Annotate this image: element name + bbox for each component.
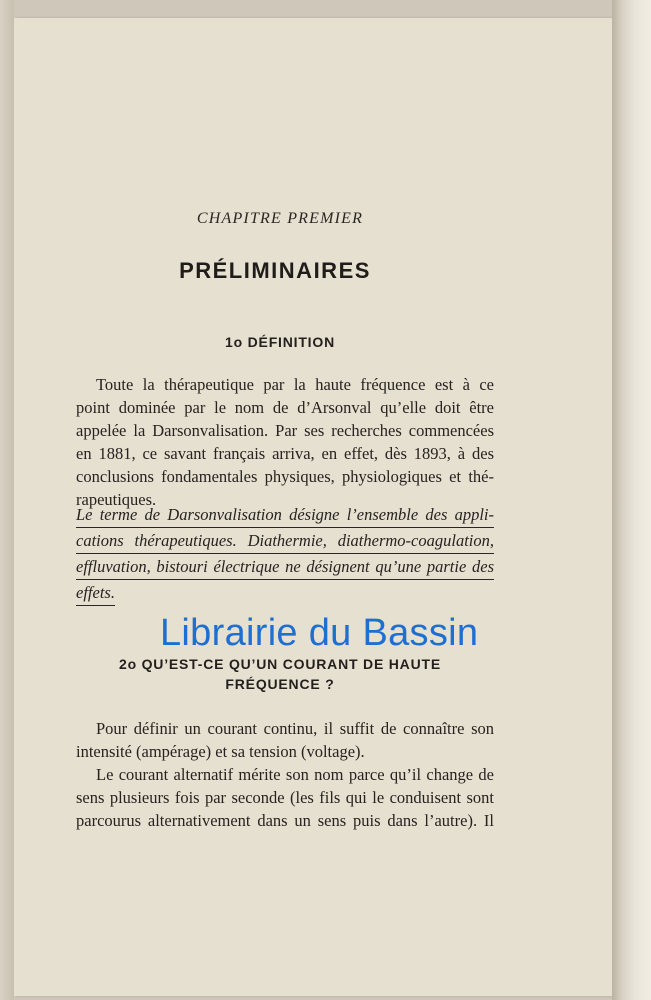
underlined-line: effets.	[76, 581, 115, 606]
text-line: appelée la Darsonvalisation. Par ses recherches commencées	[76, 421, 494, 440]
definition-paragraph	[76, 373, 494, 511]
book-gutter	[0, 0, 14, 1000]
underlined-line: effluvation, bistouri électrique ne désignent qu’une partie des	[76, 555, 494, 580]
chapter-title: PRÉLIMINAIRES	[179, 258, 371, 283]
text-line: sens plusieurs fois par seconde (les fils qui le conduisent sont	[76, 788, 494, 807]
text-line: Pour définir un courant continu, il suffit de connaître son	[96, 719, 494, 738]
text-line: rapeutiques.	[76, 490, 157, 509]
text-line: conclusions fondamentales physiques, physiologiques et thé-	[76, 467, 494, 486]
text-line: point dominée par le nom de d’Arsonval qu’elle doit être	[76, 398, 494, 417]
section-heading-courant	[100, 654, 460, 694]
text-line: intensité (ampérage) et sa tension (voltage).	[76, 742, 365, 761]
text-line: Toute la thérapeutique par la haute fréquence est à ce	[96, 375, 494, 394]
section-heading-line: 2o QU’EST-CE QU’UN COURANT DE HAUTE	[118, 656, 441, 672]
section-heading-line: FRÉQUENCE ?	[225, 676, 335, 692]
text-line: parcourus alternativement dans un sens puis dans l’autre). Il	[76, 811, 494, 830]
courant-alternatif-paragraph	[76, 763, 494, 832]
section-heading-definition: 1o DÉFINITION	[225, 334, 335, 350]
courant-continu-paragraph	[76, 717, 494, 763]
chapter-label: CHAPITRE PREMIER	[196, 210, 364, 227]
underlined-line: cations thérapeutiques. Diathermie, diathermo-coagulation,	[76, 529, 494, 554]
seller-watermark: Librairie du Bassin	[160, 612, 479, 654]
page-edges	[612, 0, 651, 1000]
text-line: en 1881, ce savant français arriva, en effet, dès 1893, à des	[76, 444, 494, 463]
text-line: Le courant alternatif mérite son nom parce qu’il change de	[96, 765, 494, 784]
underlined-line: Le terme de Darsonvalisation désigne l’ensemble des appli-	[76, 503, 494, 528]
emphasis-paragraph	[76, 503, 494, 607]
